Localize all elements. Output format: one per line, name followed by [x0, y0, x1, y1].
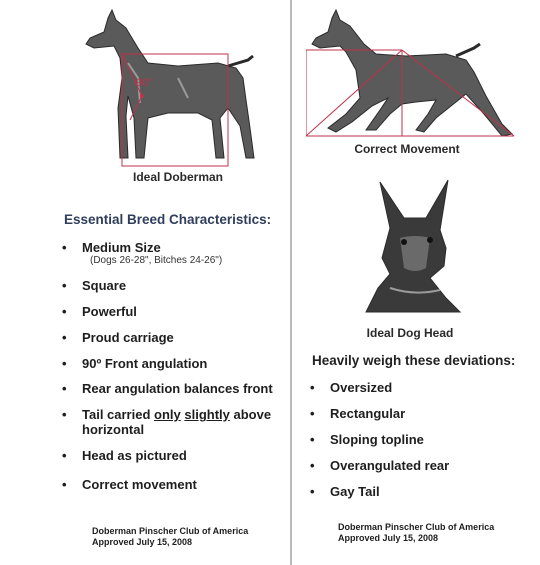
right-footer — [338, 522, 494, 544]
deviations-heading: Heavily weigh these deviations: — [312, 353, 516, 368]
footer-approval-date: Approved July 15, 2008 — [338, 533, 439, 543]
footer-club-name: Doberman Pinscher Club of America — [92, 526, 249, 536]
bullet-glyph: • — [62, 407, 67, 422]
list-item-text: Proud carriage — [82, 330, 174, 345]
bullet-glyph: • — [310, 406, 315, 421]
list-item-text: Powerful — [82, 304, 137, 319]
doberman-head-drawing — [366, 180, 460, 312]
angle-label: 90° — [136, 77, 153, 89]
list-item-text: Correct movement — [82, 477, 197, 492]
list-item-text — [82, 407, 271, 437]
footer-approval-date: Approved July 15, 2008 — [92, 537, 193, 547]
size-note: (Dogs 26-28", Bitches 24-26") — [90, 255, 223, 266]
correct-movement-caption: Correct Movement — [354, 142, 460, 156]
list-item-text: Medium Size — [82, 240, 161, 255]
list-item-text: Square — [82, 278, 127, 293]
bullet-glyph: • — [62, 448, 67, 463]
list-item-text: Gay Tail — [330, 484, 380, 499]
bullet-glyph: • — [310, 458, 315, 473]
left-footer — [92, 526, 248, 548]
bullet-glyph: • — [62, 330, 67, 345]
right-panel — [292, 0, 540, 565]
bullet-glyph: • — [62, 240, 67, 255]
tail-text-only: only — [154, 407, 181, 422]
list-item-text: 90º Front angulation — [82, 356, 208, 371]
footer-club-name: Doberman Pinscher Club of America — [338, 522, 495, 532]
bullet-glyph: • — [62, 477, 67, 492]
bullet-glyph: • — [310, 380, 315, 395]
list-item-text: Oversized — [330, 380, 393, 395]
tail-text-1: Tail carried — [82, 407, 155, 422]
standing-doberman-drawing — [86, 10, 254, 158]
ideal-dog-head-illustration — [360, 178, 470, 314]
bullet-glyph: • — [62, 278, 67, 293]
bullet-glyph: • — [310, 432, 315, 447]
correct-movement-illustration — [306, 6, 530, 138]
list-item-text: Rear angulation balances front — [82, 381, 273, 396]
ideal-doberman-illustration — [78, 8, 263, 168]
list-item-text: Sloping topline — [330, 432, 424, 447]
bullet-glyph: • — [62, 381, 67, 396]
list-item-text: Rectangular — [330, 406, 406, 421]
tail-text-above: above — [229, 407, 272, 422]
bullet-glyph: • — [62, 304, 67, 319]
ideal-dog-head-caption: Ideal Dog Head — [366, 326, 454, 340]
list-item-text: Overangulated rear — [330, 458, 450, 473]
list-item-text: Head as pictured — [82, 448, 187, 463]
bullet-glyph: • — [62, 356, 67, 371]
tail-text-slightly: slightly — [184, 407, 230, 422]
essential-characteristics-heading: Essential Breed Characteristics: — [64, 212, 272, 227]
ideal-doberman-caption: Ideal Doberman — [132, 170, 224, 184]
trotting-doberman-drawing — [312, 10, 512, 136]
tail-text-line2: horizontal — [82, 422, 145, 437]
bullet-glyph: • — [310, 484, 315, 499]
